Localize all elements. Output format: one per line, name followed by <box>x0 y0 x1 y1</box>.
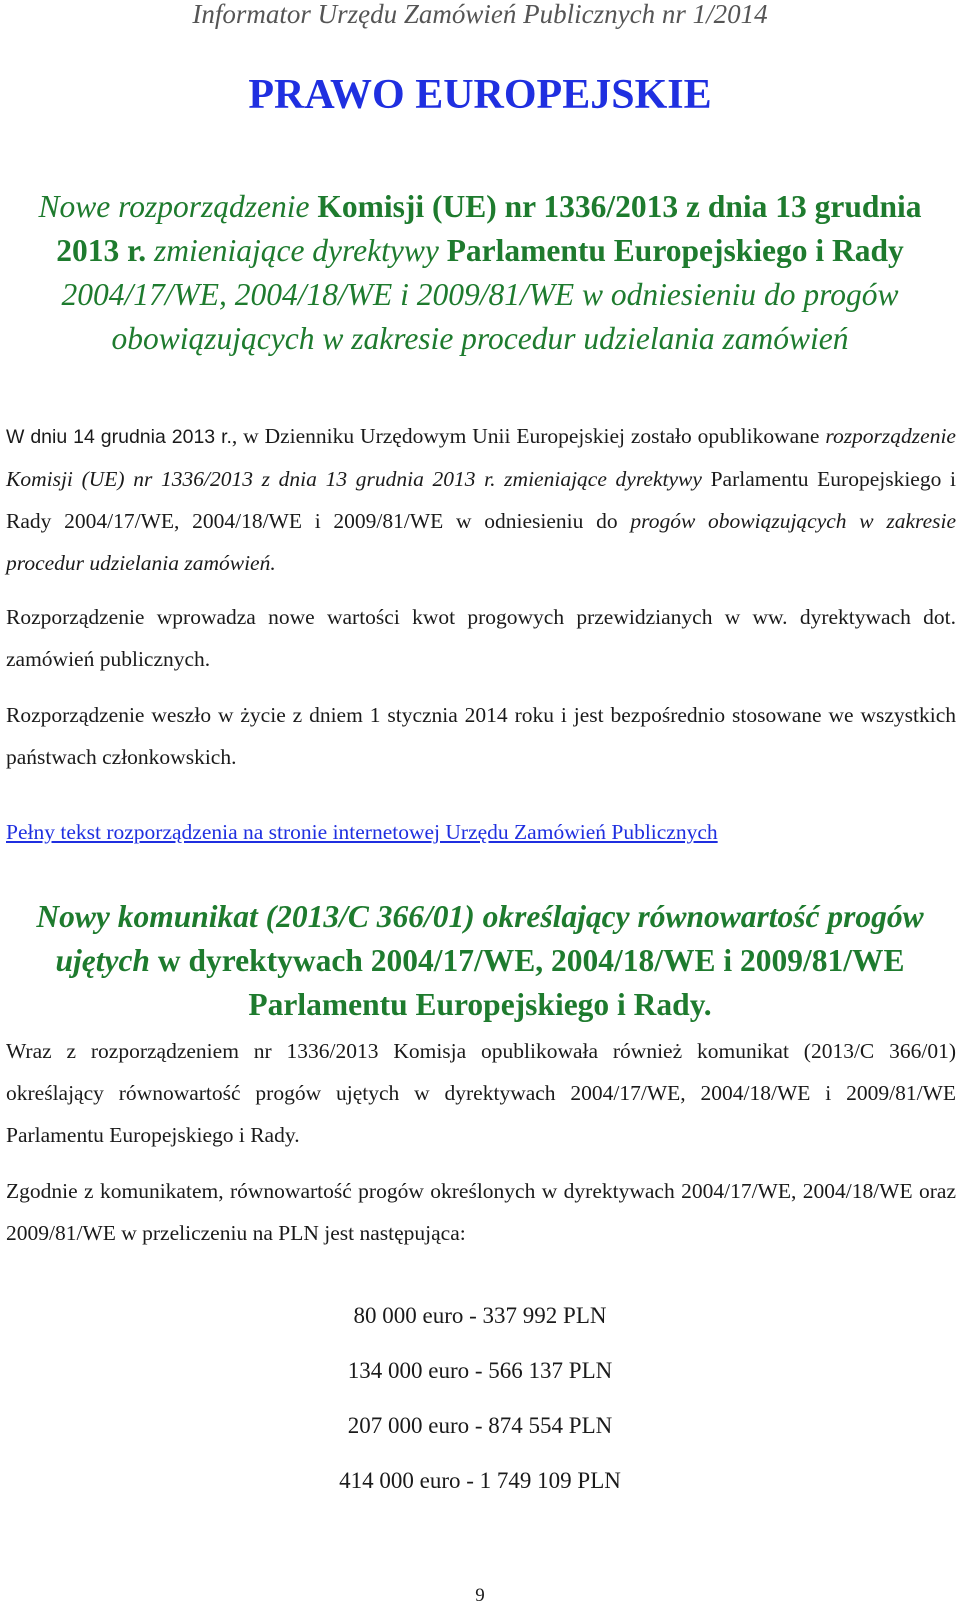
article1-paragraph3: Rozporządzenie weszło w życie z dniem 1 stycznia 2014 roku i jest bezpośrednio stosowane we wszystkich państwach członkowskich. <box>6 703 956 769</box>
article1-heading-part1: Nowe rozporządzenie <box>38 189 310 224</box>
article2-heading-part2: w dyrektywach 2004/17/WE, 2004/18/WE i 2009/81/WE Parlamentu Europejskiego i Rady. <box>149 943 905 1022</box>
threshold-item: 414 000 euro - 1 749 109 PLN <box>339 1468 621 1493</box>
article2-heading <box>10 895 950 1027</box>
article1-p1-thresholds: progów obowiązujących w zakresie procedur udzielania zamówień. <box>6 509 957 575</box>
article1-paragraph2: Rozporządzenie wprowadza nowe wartości kwot progowych przewidzianych w ww. dyrektywach dot. zamówień publicznych. <box>6 605 956 671</box>
threshold-item: 207 000 euro - 874 554 PLN <box>347 1413 613 1438</box>
article1-heading-part4: Parlamentu Europejskiego i Rady <box>438 233 904 268</box>
article1-paragraph1 <box>6 415 956 584</box>
article1-p1-parliament: Parlamentu Europejskiego i Rady 2004/17/WE, 2004/18/WE i 2009/81/WE w odniesieniu do <box>6 467 956 533</box>
article1-p1-regulation: rozporządzenie Komisji (UE) nr 1336/2013 z dnia 13 grudnia 2013 r. zmieniające dyrektywy <box>6 424 956 491</box>
threshold-item: 134 000 euro - 566 137 PLN <box>347 1358 613 1383</box>
article2-paragraph1: Wraz z rozporządzeniem nr 1336/2013 Komisja opublikowała również komunikat (2013/C 366/01) określający równowartość progów ujętych w dyrektywach 2004/17/WE, 2004/18/WE i 2009/81/WE Parlamentu Europejskiego i Rady. <box>6 1039 956 1147</box>
article2-paragraph2: Zgodnie z komunikatem, równowartość progów określonych w dyrektywach 2004/17/WE, 2004/18/WE oraz 2009/81/WE w przeliczeniu na PLN jest następująca: <box>6 1179 956 1245</box>
article1-p1-date: W dniu 14 grudnia 2013 r. <box>6 426 232 448</box>
article1-heading-part2: Komisji (UE) nr 1336/2013 z dnia 13 grudnia 2013 r. <box>56 189 922 268</box>
article1-heading-part5: 2004/17/WE, 2004/18/WE i 2009/81/WE w odniesieniu do progów obowiązujących w zakresie procedur udzielania zamówień <box>61 277 899 356</box>
section-title: PRAWO EUROPEJSKIE <box>248 72 712 118</box>
article1-heading <box>10 185 950 361</box>
page-number: 9 <box>475 1585 485 1606</box>
threshold-item: 80 000 euro - 337 992 PLN <box>353 1303 607 1328</box>
article1-heading-part3: zmieniające dyrektywy <box>153 233 439 268</box>
article2-heading-part1: Nowy komunikat (2013/C 366/01) określający równowartość progów ujętych <box>36 899 924 978</box>
running-header: Informator Urzędu Zamówień Publicznych nr 1/2014 <box>192 0 768 29</box>
full-text-link[interactable]: Pełny tekst rozporządzenia na stronie internetowej Urzędu Zamówień Publicznych <box>6 820 718 844</box>
article1-p1-text: , w Dzienniku Urzędowym Unii Europejskiej zostało opublikowane <box>231 424 826 448</box>
